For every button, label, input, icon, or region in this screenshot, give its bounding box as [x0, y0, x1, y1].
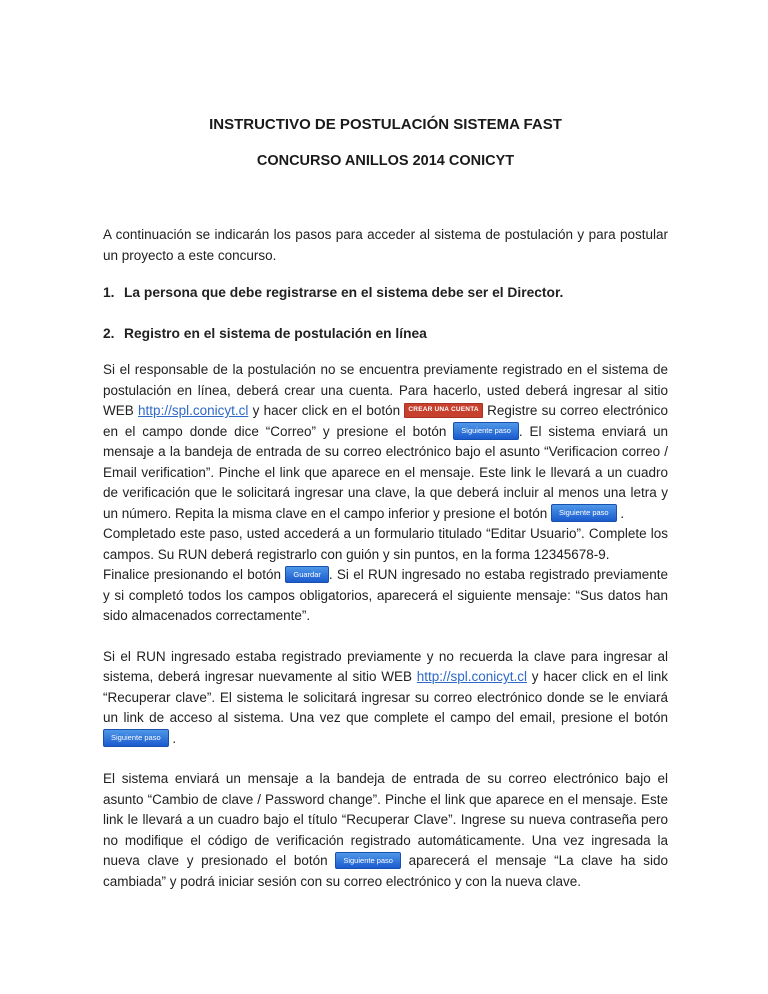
text-run: Si el responsable de la postulación no se encuentra previamente registrado en el sistema de postulación en línea, deberá crear una cuenta. Para hacerlo, usted deberá ingresar al sitio WEB [103, 362, 668, 418]
siguiente-paso-button[interactable]: Siguiente paso [453, 422, 519, 440]
paragraph-recuperar-clave [103, 647, 668, 750]
text-run: y hacer click en el link “Recuperar clave”. El sistema le solicitará ingresar su correo electrónico donde se le enviará un link de acceso al sistema. Una vez que complete el campo del email, presione el botón [103, 669, 668, 725]
text-run: . El sistema enviará un mensaje a la bandeja de entrada de su correo electrónico bajo el asunto “Verificacion correo / Email verification”. Pinche el link que aparece en el mensaje. Este link le llevará a un cuadro de verificación que le solicitará ingresar una clave, la que deberá incluir al menos una letra y un número. Repita la misma clave en el campo inferior y presione el botón [103, 423, 669, 521]
text-run: El sistema enviará un mensaje a la bandeja de entrada de su correo electrónico bajo el asunto “Cambio de clave / Password change”. Pinche el link que aparece en el mensaje. Este link le llevará a un cuadro bajo el título “Recuperar Clave”. Ingrese su nueva contraseña pero no modifique el código de verificación registrado automáticamente. Una vez ingresada la nueva clave y presionado el botón [103, 771, 668, 868]
siguiente-paso-button[interactable]: Siguiente paso [335, 852, 401, 870]
text-run: Registre su correo electrónico en el campo donde dice “Correo” y presione el botón [103, 403, 668, 439]
siguiente-paso-button[interactable]: Siguiente paso [103, 729, 169, 747]
text-run: . [616, 505, 625, 521]
item-number: 1. [103, 285, 115, 300]
text-run: Finalice presionando el botón [103, 567, 286, 582]
guardar-button[interactable]: Guardar [285, 566, 329, 584]
text-run: aparecerá el mensaje “La clave ha sido cambiada” y podrá iniciar sesión con su correo electrónico y con la nueva clave. [103, 853, 668, 889]
item-text: Registro en el sistema de postulación en línea [124, 325, 427, 341]
text-run: . [168, 730, 177, 746]
spl-conicyt-link[interactable]: http://spl.conicyt.cl [416, 669, 528, 684]
siguiente-paso-button[interactable]: Siguiente paso [551, 504, 617, 522]
paragraph-registro-cuenta [103, 360, 668, 524]
paragraph-guardar-datos [103, 565, 668, 627]
text-run: Completado este paso, usted accederá a un formulario titulado “Editar Usuario”. Complete los campos. Su RUN deberá registrarlo con guión y sin puntos, en la forma 12345678-9. [103, 526, 668, 562]
document-title: INSTRUCTIVO DE POSTULACIÓN SISTEMA FAST [209, 116, 562, 133]
text-run: y hacer click en el botón [248, 403, 405, 418]
text-run: Si el RUN ingresado estaba registrado previamente y no recuerda la clave para ingresar al sistema, deberá ingresar nuevamente al sitio WEB [103, 648, 668, 684]
section-recuperar-clave [103, 647, 668, 750]
intro-paragraph: A continuación se indicarán los pasos para acceder al sistema de postulación y para postular un proyecto a este concurso. [103, 227, 668, 263]
crear-una-cuenta-button[interactable]: CREAR UNA CUENTA [404, 403, 482, 418]
text-run: . Si el RUN ingresado no estaba registrado previamente y si completó todos los campos obligatorios, aparecerá el siguiente mensaje: “Sus datos han sido almacenados correctamente”. [103, 567, 669, 623]
document-subtitle: CONCURSO ANILLOS 2014 CONICYT [256, 153, 515, 169]
paragraph-editar-usuario [103, 524, 668, 565]
numbered-item-director [103, 283, 668, 304]
item-number: 2. [103, 325, 115, 341]
spl-conicyt-link[interactable]: http://spl.conicyt.cl [138, 403, 249, 418]
section-cambio-clave [103, 769, 668, 892]
section-crear-cuenta [103, 360, 668, 627]
paragraph-cambio-clave [103, 769, 668, 892]
numbered-item-registro [103, 324, 668, 345]
item-text: La persona que debe registrarse en el sistema debe ser el Director. [124, 285, 564, 300]
